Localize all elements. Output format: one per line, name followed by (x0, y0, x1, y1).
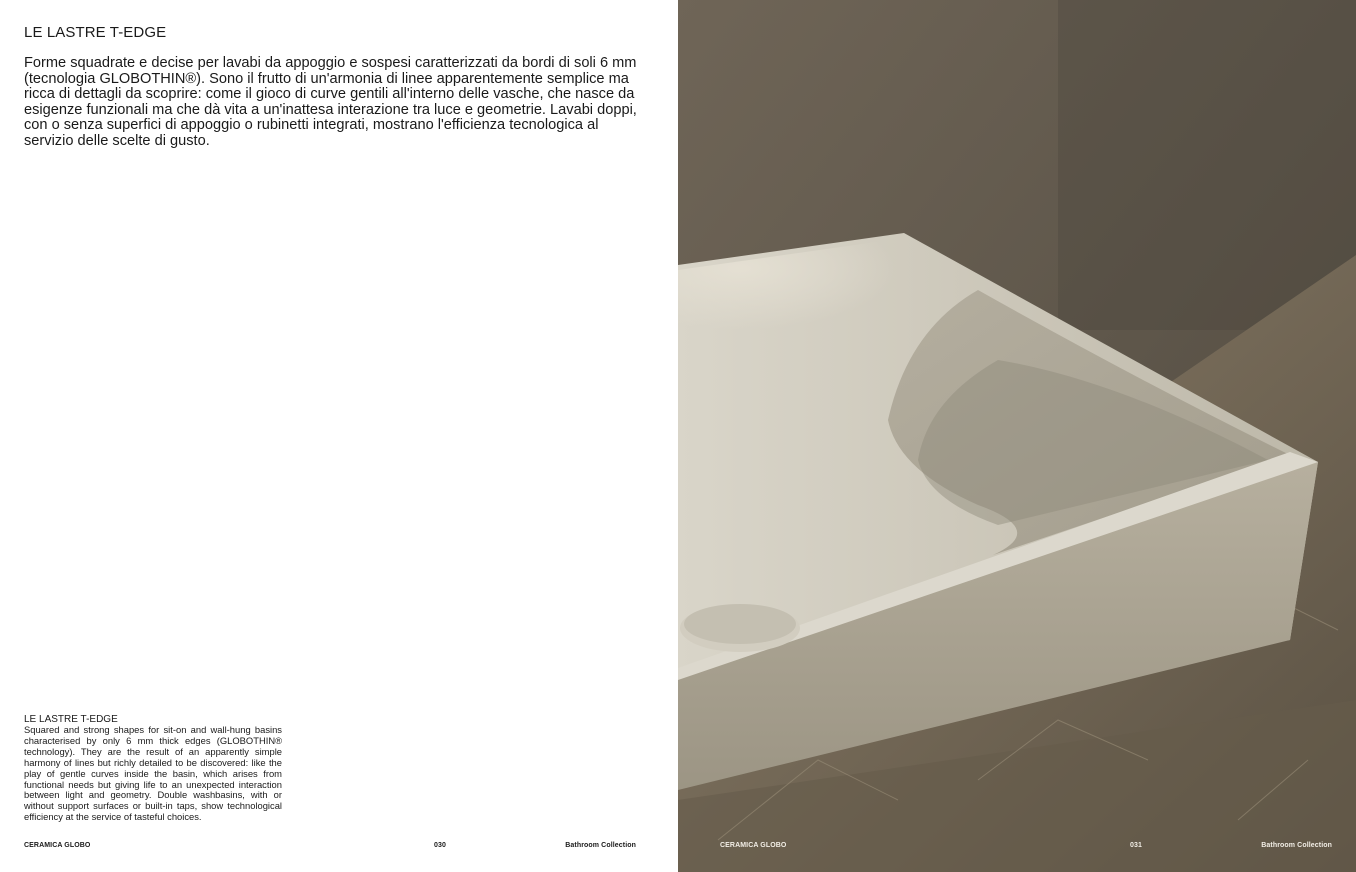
english-block (24, 714, 282, 823)
washbasin-photo (678, 0, 1356, 872)
english-title: LE LASTRE T-EDGE (24, 714, 118, 725)
footer-collection-right: Bathroom Collection (1261, 842, 1332, 849)
footer-brand-left: CERAMICA GLOBO (24, 842, 91, 849)
footer-collection-left: Bathroom Collection (565, 842, 636, 849)
page-heading: LE LASTRE T-EDGE (24, 24, 167, 41)
footer-brand-right: CERAMICA GLOBO (720, 842, 787, 849)
right-page (678, 0, 1356, 872)
italian-paragraph: Forme squadrate e decise per lavabi da appoggio e sospesi caratterizzati da bordi di soli 6 mm (tecnologia GLOBOTHIN®). Sono il frutto di un'armonia di linee apparentemente semplice ma ricca di dettagli da scoprire: come il gioco di curve gentili all'interno delle vasche, che nasce da esigenze funzionali ma che dà vita a un'inattesa interazione tra luce e geometrie. Lavabi doppi, con o senza superfici di appoggio o rubinetti integrati, mostrano l'efficienza tecnologica al servizio delle scelte di gusto. (24, 55, 637, 149)
footer-page-number-left: 030 (434, 842, 446, 849)
english-paragraph: Squared and strong shapes for sit-on and wall-hung basins characterised by only 6 mm thick edges (GLOBOTHIN® technology). They are the result of an apparently simple harmony of lines but richly detailed to be discovered: like the play of gentle curves inside the basin, which arises from functional needs but giving life to an unexpected interaction between light and geometry. Double washbasins, with or without support surfaces or built-in taps, show technological efficiency at the service of tasteful choices. (24, 724, 282, 823)
footer-page-number-right: 031 (1130, 842, 1142, 849)
